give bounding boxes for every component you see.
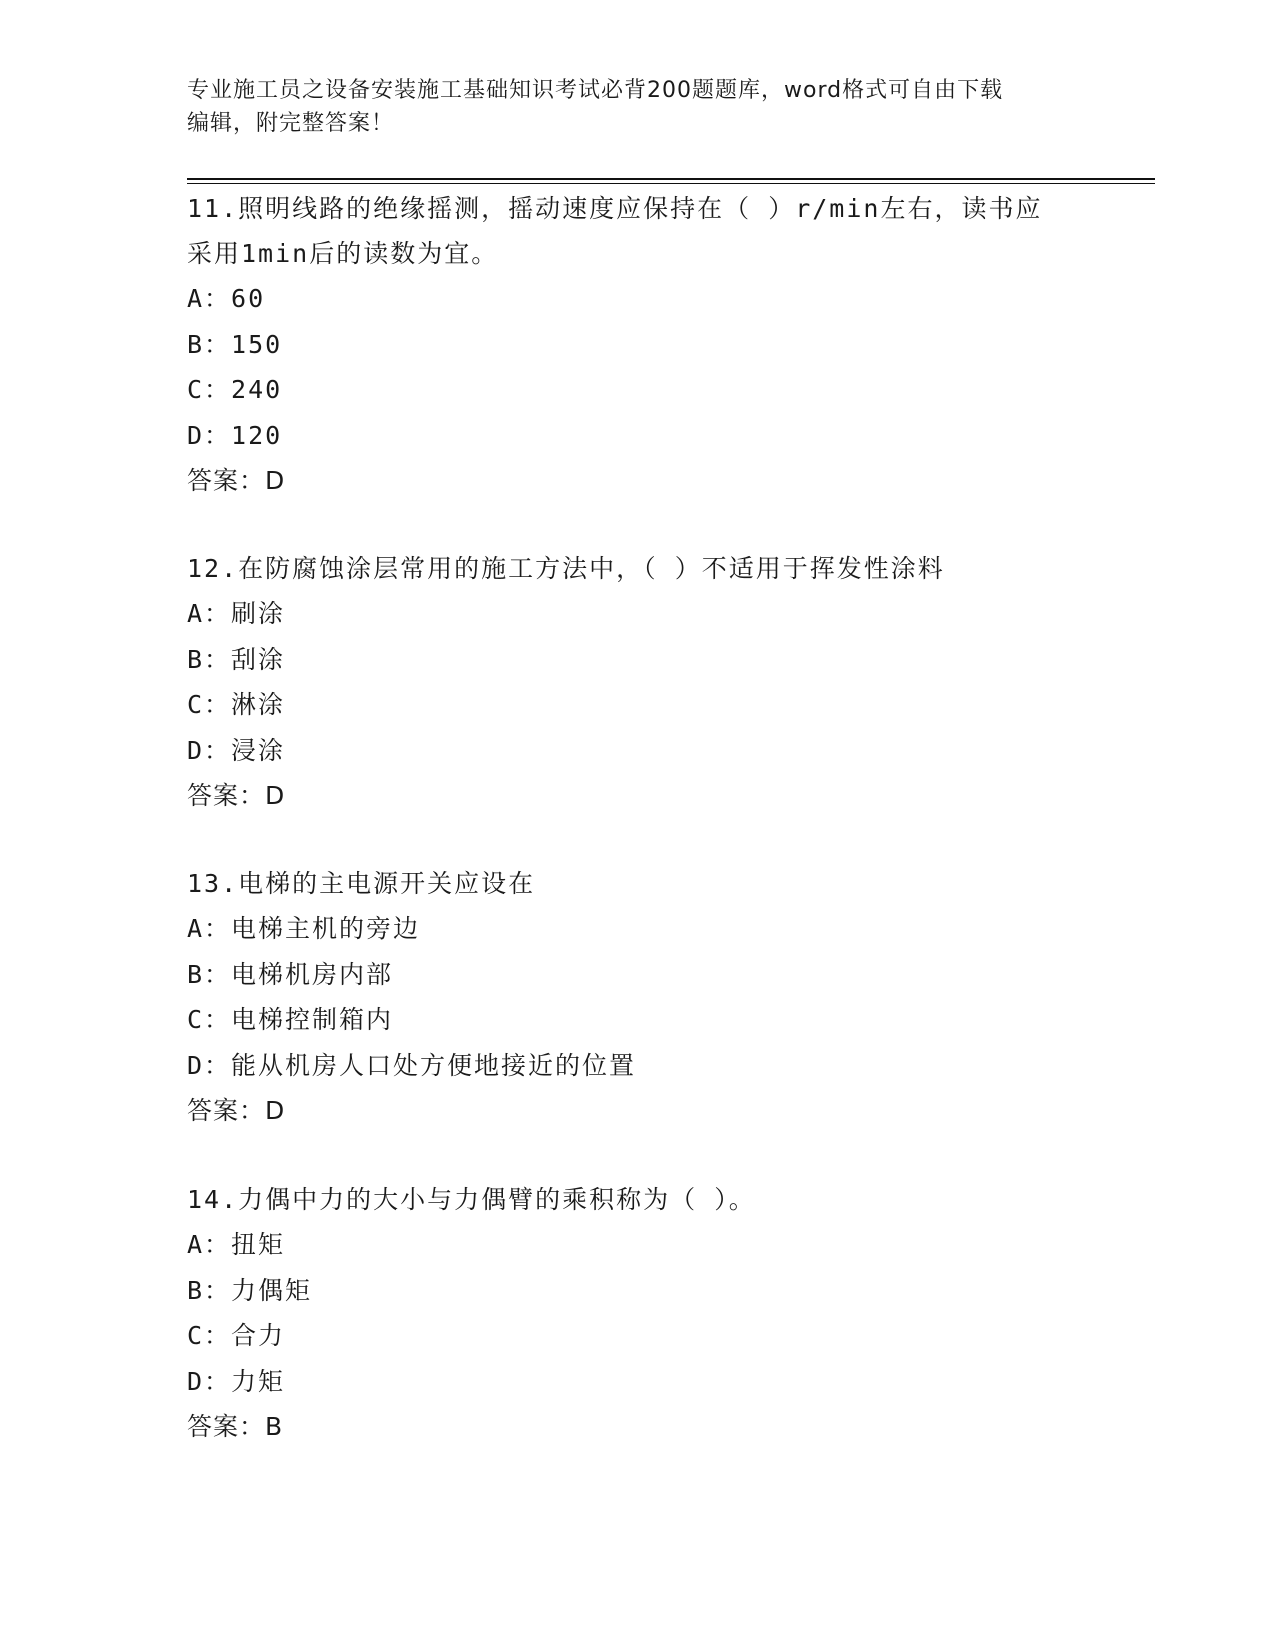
question-stem-line: 13.电梯的主电源开关应设在 <box>187 869 536 898</box>
option-a: A：扭矩 <box>187 1230 286 1259</box>
option-d: D：能从机房人口处方便地接近的位置 <box>187 1050 637 1080</box>
option-c: C：合力 <box>187 1321 286 1350</box>
document-header <box>187 74 1087 140</box>
option-b: B：电梯机房内部 <box>187 959 394 989</box>
option-d: D：力矩 <box>187 1366 286 1396</box>
question-stem-line: 14.力偶中力的大小与力偶臂的乘积称为（ ）。 <box>187 1185 756 1214</box>
option-d: D：120 <box>187 420 283 450</box>
option-c: C：240 <box>187 375 283 404</box>
answer-line: 答案：D <box>187 1096 286 1125</box>
answer-line: 答案：B <box>187 1412 284 1441</box>
option-b: B：力偶矩 <box>187 1275 313 1305</box>
option-c: C：淋涂 <box>187 690 286 719</box>
answer-line: 答案：D <box>187 781 286 810</box>
option-d: D：浸涂 <box>187 735 286 765</box>
question-13 <box>187 861 1087 1133</box>
header-divider-thin <box>187 183 1155 184</box>
header-line-2: 编辑，附完整答案！ <box>187 111 395 136</box>
question-12 <box>187 546 1087 818</box>
option-c: C：电梯控制箱内 <box>187 1005 394 1034</box>
question-stem-line: 采用1min后的读数为宜。 <box>187 239 499 268</box>
question-stem-line: 11.照明线路的绝缘摇测，摇动速度应保持在（ ）r/min左右，读书应 <box>187 194 1043 223</box>
question-11 <box>187 186 1087 503</box>
option-a: A：刷涂 <box>187 599 286 628</box>
header-divider-thick <box>187 178 1155 180</box>
question-14 <box>187 1177 1087 1449</box>
option-a: A：60 <box>187 284 266 313</box>
option-b: B：150 <box>187 329 283 359</box>
option-b: B：刮涂 <box>187 644 286 674</box>
answer-line: 答案：D <box>187 466 286 495</box>
header-line-1: 专业施工员之设备安装施工基础知识考试必背200题题库，word格式可自由下载 <box>187 78 1004 103</box>
option-a: A：电梯主机的旁边 <box>187 914 421 943</box>
question-stem-line: 12.在防腐蚀涂层常用的施工方法中，（ ）不适用于挥发性涂料 <box>187 554 945 583</box>
